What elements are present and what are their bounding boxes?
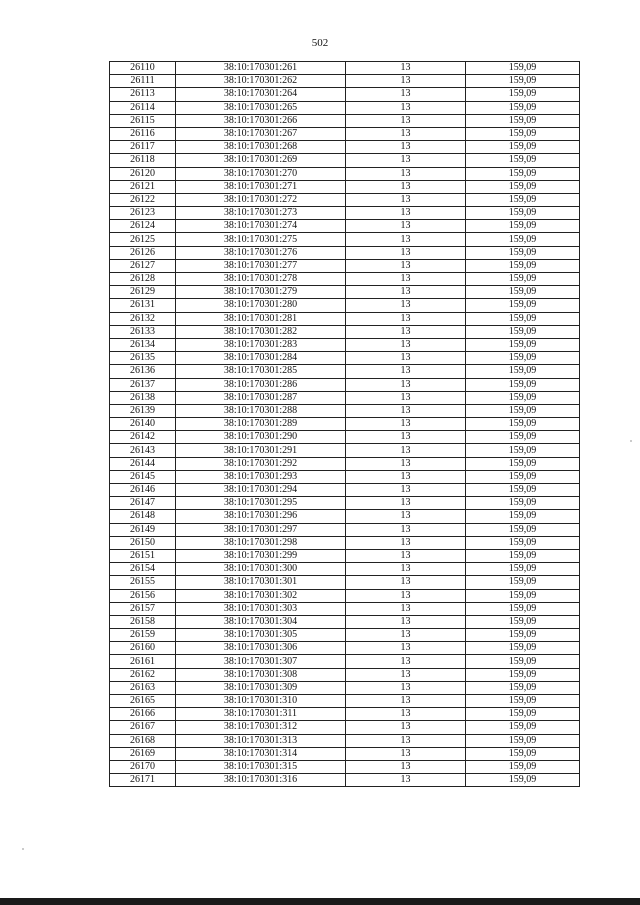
area-cell: 159,09 <box>466 299 580 312</box>
area-cell: 159,09 <box>466 365 580 378</box>
table-row <box>110 484 580 497</box>
count-cell: 13 <box>346 365 466 378</box>
area-cell: 159,09 <box>466 774 580 787</box>
count-cell: 13 <box>346 259 466 272</box>
cadastral-number-cell: 38:10:170301:279 <box>176 286 346 299</box>
count-cell: 13 <box>346 774 466 787</box>
count-cell: 13 <box>346 127 466 140</box>
record-number-cell: 26140 <box>110 418 176 431</box>
table-row <box>110 299 580 312</box>
area-cell: 159,09 <box>466 127 580 140</box>
count-cell: 13 <box>346 207 466 220</box>
cadastral-number-cell: 38:10:170301:261 <box>176 62 346 75</box>
count-cell: 13 <box>346 431 466 444</box>
table-row <box>110 615 580 628</box>
table-row <box>110 365 580 378</box>
area-cell: 159,09 <box>466 629 580 642</box>
record-number-cell: 26158 <box>110 615 176 628</box>
area-cell: 159,09 <box>466 734 580 747</box>
cadastral-number-cell: 38:10:170301:282 <box>176 325 346 338</box>
table-row <box>110 774 580 787</box>
area-cell: 159,09 <box>466 484 580 497</box>
cadastral-number-cell: 38:10:170301:290 <box>176 431 346 444</box>
cadastral-number-cell: 38:10:170301:264 <box>176 88 346 101</box>
count-cell: 13 <box>346 563 466 576</box>
record-number-cell: 26121 <box>110 180 176 193</box>
record-number-cell: 26146 <box>110 484 176 497</box>
record-number-cell: 26118 <box>110 154 176 167</box>
area-cell: 159,09 <box>466 681 580 694</box>
record-number-cell: 26129 <box>110 286 176 299</box>
table-row <box>110 88 580 101</box>
area-cell: 159,09 <box>466 325 580 338</box>
record-number-cell: 26145 <box>110 470 176 483</box>
cadastral-number-cell: 38:10:170301:310 <box>176 695 346 708</box>
table-row <box>110 576 580 589</box>
cadastral-number-cell: 38:10:170301:280 <box>176 299 346 312</box>
page-number: 502 <box>311 37 329 49</box>
table-row <box>110 444 580 457</box>
count-cell: 13 <box>346 312 466 325</box>
cadastral-number-cell: 38:10:170301:298 <box>176 536 346 549</box>
cadastral-number-cell: 38:10:170301:284 <box>176 352 346 365</box>
count-cell: 13 <box>346 88 466 101</box>
cadastral-number-cell: 38:10:170301:303 <box>176 602 346 615</box>
record-number-cell: 26162 <box>110 668 176 681</box>
cadastral-number-cell: 38:10:170301:293 <box>176 470 346 483</box>
count-cell: 13 <box>346 299 466 312</box>
area-cell: 159,09 <box>466 431 580 444</box>
cadastral-number-cell: 38:10:170301:278 <box>176 273 346 286</box>
table-row <box>110 418 580 431</box>
cadastral-number-cell: 38:10:170301:269 <box>176 154 346 167</box>
count-cell: 13 <box>346 404 466 417</box>
record-number-cell: 26117 <box>110 141 176 154</box>
area-cell: 159,09 <box>466 444 580 457</box>
area-cell: 159,09 <box>466 747 580 760</box>
area-cell: 159,09 <box>466 470 580 483</box>
record-number-cell: 26135 <box>110 352 176 365</box>
area-cell: 159,09 <box>466 563 580 576</box>
count-cell: 13 <box>346 576 466 589</box>
cadastral-number-cell: 38:10:170301:309 <box>176 681 346 694</box>
cadastral-number-cell: 38:10:170301:285 <box>176 365 346 378</box>
table-row <box>110 536 580 549</box>
record-number-cell: 26113 <box>110 88 176 101</box>
table-row <box>110 655 580 668</box>
table-row <box>110 549 580 562</box>
area-cell: 159,09 <box>466 338 580 351</box>
count-cell: 13 <box>346 681 466 694</box>
area-cell: 159,09 <box>466 273 580 286</box>
record-number-cell: 26114 <box>110 101 176 114</box>
record-number-cell: 26151 <box>110 549 176 562</box>
count-cell: 13 <box>346 286 466 299</box>
cadastral-number-cell: 38:10:170301:266 <box>176 114 346 127</box>
table-row <box>110 602 580 615</box>
count-cell: 13 <box>346 642 466 655</box>
count-cell: 13 <box>346 444 466 457</box>
cadastral-number-cell: 38:10:170301:286 <box>176 378 346 391</box>
area-cell: 159,09 <box>466 193 580 206</box>
count-cell: 13 <box>346 352 466 365</box>
table-row <box>110 325 580 338</box>
record-number-cell: 26137 <box>110 378 176 391</box>
area-cell: 159,09 <box>466 418 580 431</box>
record-number-cell: 26125 <box>110 233 176 246</box>
area-cell: 159,09 <box>466 220 580 233</box>
count-cell: 13 <box>346 457 466 470</box>
record-number-cell: 26163 <box>110 681 176 694</box>
scan-speck <box>22 848 24 850</box>
count-cell: 13 <box>346 325 466 338</box>
cadastral-number-cell: 38:10:170301:304 <box>176 615 346 628</box>
cadastral-number-cell: 38:10:170301:292 <box>176 457 346 470</box>
record-number-cell: 26168 <box>110 734 176 747</box>
record-number-cell: 26156 <box>110 589 176 602</box>
count-cell: 13 <box>346 220 466 233</box>
cadastral-number-cell: 38:10:170301:308 <box>176 668 346 681</box>
count-cell: 13 <box>346 721 466 734</box>
record-number-cell: 26165 <box>110 695 176 708</box>
cadastral-number-cell: 38:10:170301:275 <box>176 233 346 246</box>
cadastral-number-cell: 38:10:170301:312 <box>176 721 346 734</box>
table-row <box>110 62 580 75</box>
area-cell: 159,09 <box>466 536 580 549</box>
count-cell: 13 <box>346 629 466 642</box>
area-cell: 159,09 <box>466 141 580 154</box>
cadastral-number-cell: 38:10:170301:291 <box>176 444 346 457</box>
cadastral-number-cell: 38:10:170301:274 <box>176 220 346 233</box>
area-cell: 159,09 <box>466 760 580 773</box>
count-cell: 13 <box>346 338 466 351</box>
cadastral-number-cell: 38:10:170301:283 <box>176 338 346 351</box>
table-row <box>110 352 580 365</box>
table-row <box>110 114 580 127</box>
record-number-cell: 26167 <box>110 721 176 734</box>
table-row <box>110 167 580 180</box>
cadastral-number-cell: 38:10:170301:267 <box>176 127 346 140</box>
area-cell: 159,09 <box>466 101 580 114</box>
count-cell: 13 <box>346 708 466 721</box>
scan-speck <box>630 440 632 442</box>
cadastral-number-cell: 38:10:170301:276 <box>176 246 346 259</box>
cadastral-number-cell: 38:10:170301:288 <box>176 404 346 417</box>
count-cell: 13 <box>346 655 466 668</box>
table-row <box>110 734 580 747</box>
area-cell: 159,09 <box>466 497 580 510</box>
cadastral-number-cell: 38:10:170301:305 <box>176 629 346 642</box>
record-number-cell: 26115 <box>110 114 176 127</box>
table-row <box>110 101 580 114</box>
count-cell: 13 <box>346 141 466 154</box>
cadastral-number-cell: 38:10:170301:307 <box>176 655 346 668</box>
table-row <box>110 127 580 140</box>
area-cell: 159,09 <box>466 233 580 246</box>
area-cell: 159,09 <box>466 523 580 536</box>
count-cell: 13 <box>346 695 466 708</box>
count-cell: 13 <box>346 378 466 391</box>
cadastral-number-cell: 38:10:170301:268 <box>176 141 346 154</box>
area-cell: 159,09 <box>466 589 580 602</box>
area-cell: 159,09 <box>466 655 580 668</box>
area-cell: 159,09 <box>466 549 580 562</box>
area-cell: 159,09 <box>466 352 580 365</box>
table-row <box>110 695 580 708</box>
table-row <box>110 378 580 391</box>
table-row <box>110 589 580 602</box>
table-row <box>110 629 580 642</box>
cadastral-number-cell: 38:10:170301:287 <box>176 391 346 404</box>
cadastral-number-cell: 38:10:170301:302 <box>176 589 346 602</box>
count-cell: 13 <box>346 510 466 523</box>
table-row <box>110 760 580 773</box>
count-cell: 13 <box>346 62 466 75</box>
record-number-cell: 26149 <box>110 523 176 536</box>
table-row <box>110 259 580 272</box>
count-cell: 13 <box>346 668 466 681</box>
area-cell: 159,09 <box>466 404 580 417</box>
record-number-cell: 26124 <box>110 220 176 233</box>
table-row <box>110 668 580 681</box>
cadastral-number-cell: 38:10:170301:300 <box>176 563 346 576</box>
count-cell: 13 <box>346 484 466 497</box>
count-cell: 13 <box>346 193 466 206</box>
table-row <box>110 180 580 193</box>
record-number-cell: 26147 <box>110 497 176 510</box>
table-row <box>110 721 580 734</box>
count-cell: 13 <box>346 391 466 404</box>
table-row <box>110 497 580 510</box>
table-row <box>110 207 580 220</box>
table-row <box>110 312 580 325</box>
table-row <box>110 747 580 760</box>
cadastral-number-cell: 38:10:170301:301 <box>176 576 346 589</box>
table-row <box>110 470 580 483</box>
record-number-cell: 26132 <box>110 312 176 325</box>
area-cell: 159,09 <box>466 457 580 470</box>
count-cell: 13 <box>346 549 466 562</box>
table-row <box>110 273 580 286</box>
area-cell: 159,09 <box>466 510 580 523</box>
record-number-cell: 26127 <box>110 259 176 272</box>
table-row <box>110 563 580 576</box>
registry-table-body <box>110 62 580 787</box>
record-number-cell: 26111 <box>110 75 176 88</box>
table-row <box>110 708 580 721</box>
record-number-cell: 26157 <box>110 602 176 615</box>
scan-edge-band <box>0 898 640 905</box>
table-row <box>110 75 580 88</box>
cadastral-number-cell: 38:10:170301:271 <box>176 180 346 193</box>
count-cell: 13 <box>346 154 466 167</box>
area-cell: 159,09 <box>466 207 580 220</box>
area-cell: 159,09 <box>466 695 580 708</box>
record-number-cell: 26161 <box>110 655 176 668</box>
table-row <box>110 642 580 655</box>
area-cell: 159,09 <box>466 602 580 615</box>
table-row <box>110 220 580 233</box>
cadastral-number-cell: 38:10:170301:313 <box>176 734 346 747</box>
cadastral-number-cell: 38:10:170301:306 <box>176 642 346 655</box>
record-number-cell: 26143 <box>110 444 176 457</box>
record-number-cell: 26139 <box>110 404 176 417</box>
record-number-cell: 26122 <box>110 193 176 206</box>
record-number-cell: 26126 <box>110 246 176 259</box>
record-number-cell: 26110 <box>110 62 176 75</box>
count-cell: 13 <box>346 75 466 88</box>
count-cell: 13 <box>346 523 466 536</box>
record-number-cell: 26120 <box>110 167 176 180</box>
record-number-cell: 26155 <box>110 576 176 589</box>
cadastral-number-cell: 38:10:170301:281 <box>176 312 346 325</box>
area-cell: 159,09 <box>466 378 580 391</box>
table-row <box>110 404 580 417</box>
record-number-cell: 26169 <box>110 747 176 760</box>
count-cell: 13 <box>346 589 466 602</box>
count-cell: 13 <box>346 497 466 510</box>
cadastral-number-cell: 38:10:170301:316 <box>176 774 346 787</box>
record-number-cell: 26136 <box>110 365 176 378</box>
record-number-cell: 26160 <box>110 642 176 655</box>
area-cell: 159,09 <box>466 286 580 299</box>
record-number-cell: 26116 <box>110 127 176 140</box>
record-number-cell: 26170 <box>110 760 176 773</box>
count-cell: 13 <box>346 615 466 628</box>
cadastral-number-cell: 38:10:170301:314 <box>176 747 346 760</box>
table-row <box>110 523 580 536</box>
count-cell: 13 <box>346 418 466 431</box>
record-number-cell: 26134 <box>110 338 176 351</box>
count-cell: 13 <box>346 602 466 615</box>
count-cell: 13 <box>346 760 466 773</box>
cadastral-number-cell: 38:10:170301:296 <box>176 510 346 523</box>
table-row <box>110 154 580 167</box>
table-row <box>110 193 580 206</box>
area-cell: 159,09 <box>466 259 580 272</box>
count-cell: 13 <box>346 273 466 286</box>
table-row <box>110 681 580 694</box>
cadastral-number-cell: 38:10:170301:262 <box>176 75 346 88</box>
area-cell: 159,09 <box>466 615 580 628</box>
area-cell: 159,09 <box>466 114 580 127</box>
record-number-cell: 26131 <box>110 299 176 312</box>
cadastral-number-cell: 38:10:170301:270 <box>176 167 346 180</box>
count-cell: 13 <box>346 114 466 127</box>
record-number-cell: 26148 <box>110 510 176 523</box>
cadastral-number-cell: 38:10:170301:272 <box>176 193 346 206</box>
record-number-cell: 26150 <box>110 536 176 549</box>
record-number-cell: 26144 <box>110 457 176 470</box>
count-cell: 13 <box>346 101 466 114</box>
table-row <box>110 141 580 154</box>
area-cell: 159,09 <box>466 75 580 88</box>
area-cell: 159,09 <box>466 721 580 734</box>
table-row <box>110 286 580 299</box>
cadastral-number-cell: 38:10:170301:295 <box>176 497 346 510</box>
area-cell: 159,09 <box>466 576 580 589</box>
count-cell: 13 <box>346 536 466 549</box>
table-row <box>110 391 580 404</box>
record-number-cell: 26142 <box>110 431 176 444</box>
record-number-cell: 26133 <box>110 325 176 338</box>
area-cell: 159,09 <box>466 391 580 404</box>
cadastral-number-cell: 38:10:170301:311 <box>176 708 346 721</box>
cadastral-number-cell: 38:10:170301:299 <box>176 549 346 562</box>
count-cell: 13 <box>346 233 466 246</box>
record-number-cell: 26159 <box>110 629 176 642</box>
count-cell: 13 <box>346 167 466 180</box>
registry-table <box>109 61 580 787</box>
table-row <box>110 233 580 246</box>
record-number-cell: 26166 <box>110 708 176 721</box>
area-cell: 159,09 <box>466 668 580 681</box>
area-cell: 159,09 <box>466 642 580 655</box>
count-cell: 13 <box>346 180 466 193</box>
record-number-cell: 26171 <box>110 774 176 787</box>
table-row <box>110 431 580 444</box>
area-cell: 159,09 <box>466 167 580 180</box>
table-row <box>110 457 580 470</box>
record-number-cell: 26154 <box>110 563 176 576</box>
cadastral-number-cell: 38:10:170301:297 <box>176 523 346 536</box>
area-cell: 159,09 <box>466 246 580 259</box>
cadastral-number-cell: 38:10:170301:315 <box>176 760 346 773</box>
area-cell: 159,09 <box>466 154 580 167</box>
table-row <box>110 338 580 351</box>
cadastral-number-cell: 38:10:170301:265 <box>176 101 346 114</box>
area-cell: 159,09 <box>466 88 580 101</box>
area-cell: 159,09 <box>466 312 580 325</box>
table-row <box>110 246 580 259</box>
record-number-cell: 26138 <box>110 391 176 404</box>
area-cell: 159,09 <box>466 62 580 75</box>
count-cell: 13 <box>346 246 466 259</box>
table-row <box>110 510 580 523</box>
record-number-cell: 26128 <box>110 273 176 286</box>
cadastral-number-cell: 38:10:170301:289 <box>176 418 346 431</box>
count-cell: 13 <box>346 734 466 747</box>
record-number-cell: 26123 <box>110 207 176 220</box>
cadastral-number-cell: 38:10:170301:273 <box>176 207 346 220</box>
cadastral-number-cell: 38:10:170301:277 <box>176 259 346 272</box>
area-cell: 159,09 <box>466 180 580 193</box>
cadastral-number-cell: 38:10:170301:294 <box>176 484 346 497</box>
area-cell: 159,09 <box>466 708 580 721</box>
count-cell: 13 <box>346 470 466 483</box>
count-cell: 13 <box>346 747 466 760</box>
